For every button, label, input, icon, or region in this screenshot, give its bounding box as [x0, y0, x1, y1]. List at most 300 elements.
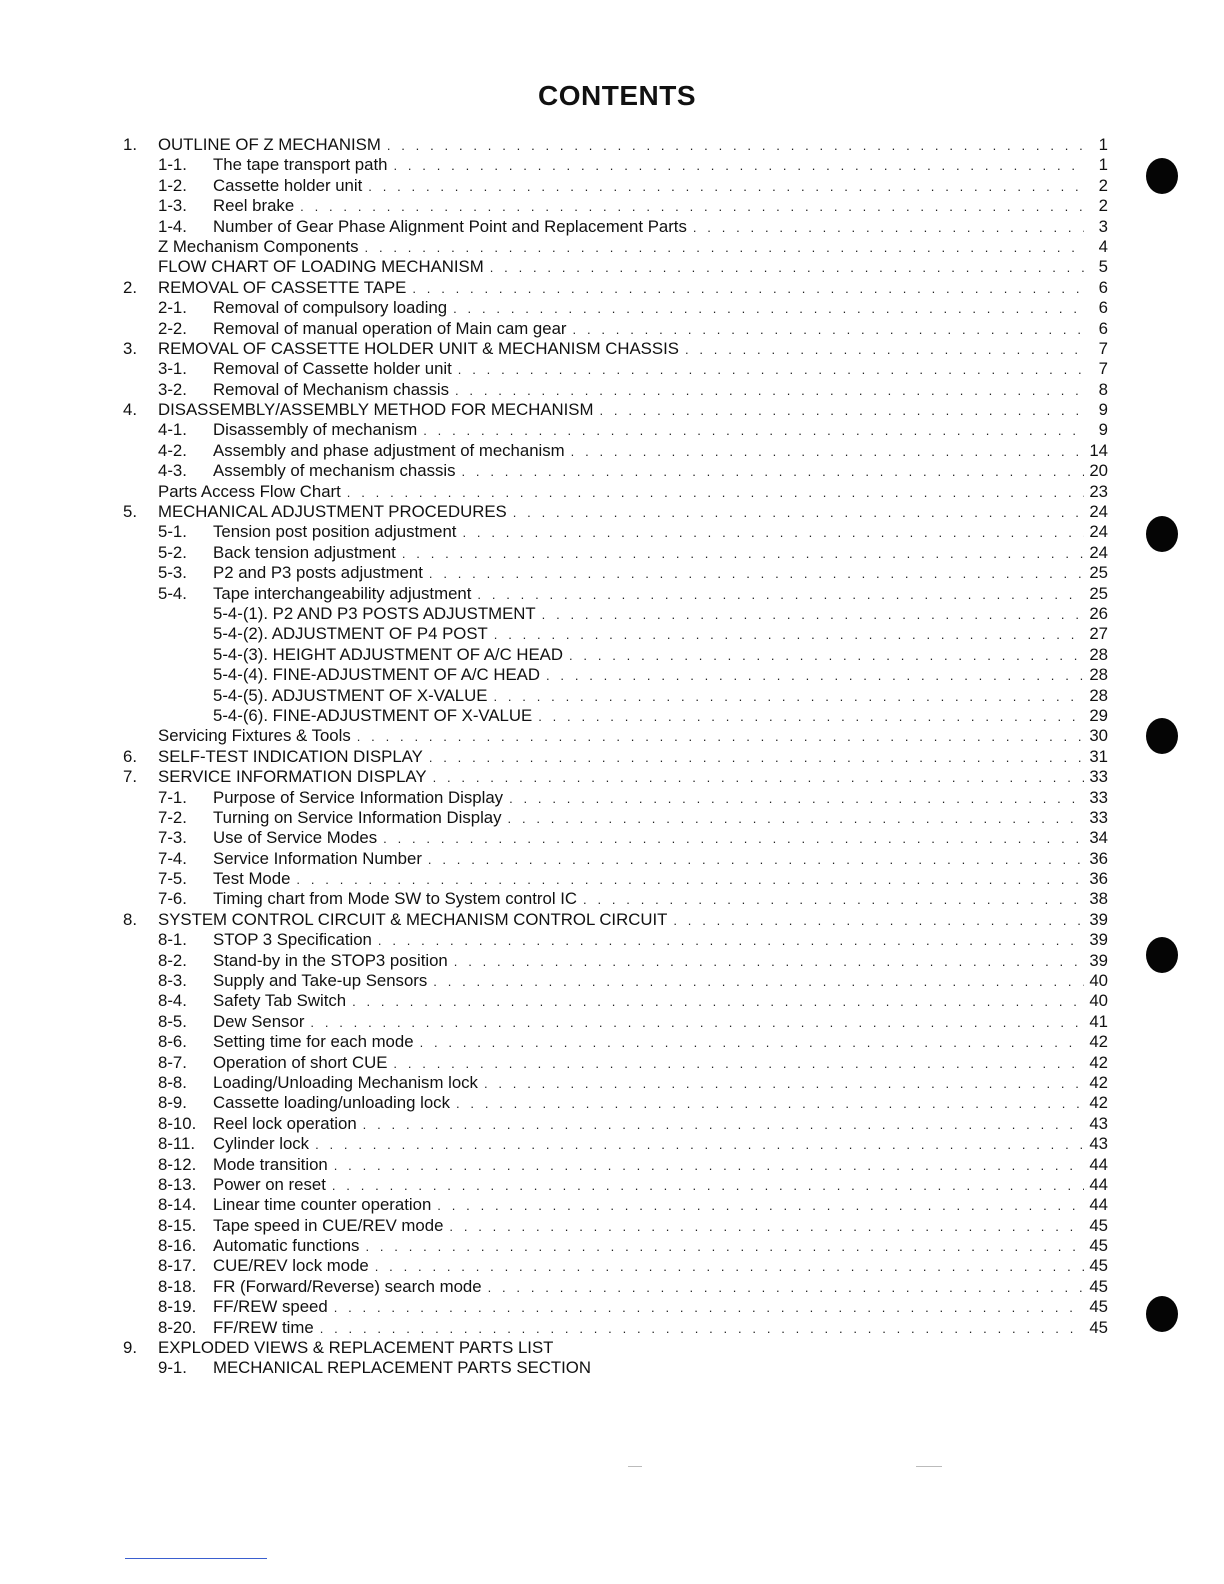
toc-entry-title: Supply and Take-up Sensors: [213, 971, 428, 991]
toc-page-number: 24: [1089, 502, 1108, 522]
toc-section-number: 7-1.: [158, 787, 187, 807]
toc-page-number: 41: [1089, 1011, 1108, 1031]
page-title: CONTENTS: [538, 80, 696, 111]
toc-page-number: 36: [1089, 869, 1108, 889]
toc-page-number: 6: [1098, 298, 1108, 318]
toc-page-number: 40: [1089, 971, 1108, 991]
toc-chapter-number: 9.: [123, 1338, 137, 1358]
toc-entry: [0, 1236, 1224, 1256]
toc-entry: [0, 1093, 1224, 1113]
dot-leader: [493, 687, 1084, 707]
toc-page-number: 27: [1089, 624, 1108, 644]
toc-page-number: 39: [1089, 950, 1108, 970]
toc-chapter-number: 8.: [123, 909, 137, 929]
dot-leader: [449, 1217, 1084, 1237]
toc-page-number: 36: [1089, 848, 1108, 868]
toc-entry-title: Dew Sensor: [213, 1011, 305, 1031]
toc-entry-title: DISASSEMBLY/ASSEMBLY METHOD FOR MECHANISM: [158, 400, 594, 420]
dot-leader: [538, 707, 1084, 727]
dot-leader: [477, 585, 1084, 605]
toc-entry: [0, 1073, 1224, 1093]
dot-leader: [484, 1074, 1084, 1094]
toc-section-number: 8-6.: [158, 1032, 187, 1052]
toc-page-number: 28: [1089, 644, 1108, 664]
binder-hole-icon: [1146, 937, 1178, 973]
dot-leader: [513, 503, 1084, 523]
toc-page-number: 45: [1089, 1256, 1108, 1276]
toc-entry: [0, 339, 1224, 359]
toc-entry: [0, 706, 1224, 726]
toc-entry-title: STOP 3 Specification: [213, 930, 372, 950]
toc-entry-title: Timing chart from Mode SW to System control IC: [213, 889, 578, 909]
dot-leader: [332, 1176, 1084, 1196]
toc-section-number: 1-3.: [158, 196, 187, 216]
toc-page-number: 6: [1098, 277, 1108, 297]
toc-entry-title: Mode transition: [213, 1154, 328, 1174]
toc-entry: [0, 196, 1224, 216]
toc-section-number: 7-2.: [158, 807, 187, 827]
toc-entry-title: Servicing Fixtures & Tools: [158, 726, 351, 746]
toc-entry-title: Service Information Number: [213, 848, 422, 868]
dot-leader: [685, 340, 1084, 360]
toc-entry-title: Tension post position adjustment: [213, 522, 457, 542]
table-of-contents: [0, 135, 1224, 1379]
dot-leader: [673, 911, 1084, 931]
toc-section-number: 8-5.: [158, 1011, 187, 1031]
toc-entry-title: Power on reset: [213, 1174, 326, 1194]
toc-entry-title: Reel brake: [213, 196, 295, 216]
toc-page-number: 24: [1089, 542, 1108, 562]
toc-page-number: 9: [1098, 420, 1108, 440]
toc-page-number: 24: [1089, 522, 1108, 542]
dot-leader: [387, 136, 1084, 156]
dot-leader: [300, 197, 1084, 217]
toc-entry-title: Removal of Mechanism chassis: [213, 379, 449, 399]
toc-entry-title: CUE/REV lock mode: [213, 1256, 369, 1276]
dot-leader: [462, 523, 1084, 543]
toc-entry: [0, 502, 1224, 522]
toc-entry: [0, 930, 1224, 950]
toc-section-number: 8-15.: [158, 1215, 197, 1235]
toc-entry: [0, 1318, 1224, 1338]
dot-leader: [296, 870, 1084, 890]
toc-section-number: 8-1.: [158, 930, 187, 950]
toc-section-number: 3-2.: [158, 379, 187, 399]
toc-page-number: 38: [1089, 889, 1108, 909]
toc-entry: [0, 1216, 1224, 1236]
toc-entry-title: Use of Service Modes: [213, 828, 378, 848]
toc-section-number: 8-17.: [158, 1256, 197, 1276]
dot-leader: [542, 605, 1084, 625]
toc-page-number: 1: [1098, 135, 1108, 154]
toc-entry-title: REMOVAL OF CASSETTE TAPE: [158, 277, 407, 297]
toc-entry-title: Z Mechanism Components: [158, 236, 359, 256]
toc-entry: [0, 971, 1224, 991]
dot-leader: [420, 1033, 1084, 1053]
toc-entry: [0, 441, 1224, 461]
toc-entry-title: 5-4-(2). ADJUSTMENT OF P4 POST: [213, 624, 488, 644]
toc-section-number: 4-3.: [158, 461, 187, 481]
toc-entry-title: Loading/Unloading Mechanism lock: [213, 1072, 478, 1092]
dot-leader: [423, 421, 1084, 441]
toc-page-number: 43: [1089, 1113, 1108, 1133]
dot-leader: [433, 768, 1084, 788]
toc-entry-title: Turning on Service Information Display: [213, 807, 502, 827]
toc-entry-title: The tape transport path: [213, 155, 388, 175]
toc-entry: [0, 543, 1224, 563]
toc-entry-title: Assembly of mechanism chassis: [213, 461, 456, 481]
toc-section-number: 7-4.: [158, 848, 187, 868]
toc-entry: [0, 176, 1224, 196]
toc-entry-title: Removal of manual operation of Main cam gear: [213, 318, 567, 338]
toc-section-number: 4-2.: [158, 440, 187, 460]
toc-entry-title: REMOVAL OF CASSETTE HOLDER UNIT & MECHANISM CHASSIS: [158, 338, 679, 358]
dot-leader: [428, 850, 1084, 870]
toc-entry-title: Back tension adjustment: [213, 542, 396, 562]
dot-leader: [402, 544, 1084, 564]
toc-chapter-number: 4.: [123, 400, 137, 420]
toc-entry: [0, 135, 1224, 155]
toc-page-number: 31: [1089, 746, 1108, 766]
toc-page-number: 44: [1089, 1154, 1108, 1174]
toc-page-number: 39: [1089, 930, 1108, 950]
toc-page-number: 42: [1089, 1052, 1108, 1072]
toc-page-number: 40: [1089, 991, 1108, 1011]
toc-entry: [0, 828, 1224, 848]
toc-entry-title: 5-4-(1). P2 AND P3 POSTS ADJUSTMENT: [213, 603, 536, 623]
toc-section-number: 3-1.: [158, 359, 187, 379]
toc-entry: [0, 1277, 1224, 1297]
toc-entry-title: Disassembly of mechanism: [213, 420, 418, 440]
toc-section-number: 8-9.: [158, 1093, 187, 1113]
toc-entry: [0, 482, 1224, 502]
toc-entry-title: Assembly and phase adjustment of mechanism: [213, 440, 565, 460]
toc-page-number: 39: [1089, 909, 1108, 929]
toc-section-number: 7-6.: [158, 889, 187, 909]
dot-leader: [375, 1257, 1084, 1277]
toc-section-number: 4-1.: [158, 420, 187, 440]
toc-entry: [0, 1053, 1224, 1073]
toc-entry-title: Automatic functions: [213, 1236, 360, 1256]
dot-leader: [383, 829, 1084, 849]
toc-page-number: 43: [1089, 1134, 1108, 1154]
dot-leader: [494, 625, 1084, 645]
toc-section-number: 8-3.: [158, 971, 187, 991]
toc-entry: [0, 1256, 1224, 1276]
toc-entry-title: Parts Access Flow Chart: [158, 481, 341, 501]
toc-entry: [0, 1175, 1224, 1195]
toc-entry: [0, 563, 1224, 583]
dot-leader: [583, 890, 1084, 910]
toc-entry-title: MECHANICAL ADJUSTMENT PROCEDURES: [158, 502, 507, 522]
binder-hole-icon: [1146, 516, 1178, 552]
toc-page-number: 44: [1089, 1174, 1108, 1194]
toc-chapter-number: 1.: [123, 135, 137, 154]
toc-page-number: 29: [1089, 705, 1108, 725]
toc-page-number: 26: [1089, 603, 1108, 623]
dot-leader: [352, 992, 1084, 1012]
toc-entry: [0, 910, 1224, 930]
toc-page-number: 14: [1089, 440, 1108, 460]
toc-entry: [0, 461, 1224, 481]
toc-entry: [0, 522, 1224, 542]
toc-entry-title: 5-4-(4). FINE-ADJUSTMENT OF A/C HEAD: [213, 665, 540, 685]
toc-entry-title: Cassette holder unit: [213, 175, 363, 195]
dot-leader: [508, 809, 1084, 829]
toc-entry-title: Tape interchangeability adjustment: [213, 583, 472, 603]
toc-page-number: 25: [1089, 583, 1108, 603]
toc-page-number: 33: [1089, 807, 1108, 827]
toc-section-number: 8-19.: [158, 1297, 197, 1317]
scan-speck: [916, 1466, 942, 1467]
toc-page-number: 23: [1089, 481, 1108, 501]
toc-section-number: 8-10.: [158, 1113, 197, 1133]
toc-entry-title: MECHANICAL REPLACEMENT PARTS SECTION: [213, 1358, 591, 1378]
toc-entry: [0, 420, 1224, 440]
toc-entry: [0, 584, 1224, 604]
toc-entry-title: Tape speed in CUE/REV mode: [213, 1215, 444, 1235]
toc-entry-title: Cassette loading/unloading lock: [213, 1093, 450, 1113]
toc-entry-title: SYSTEM CONTROL CIRCUIT & MECHANISM CONTROL CIRCUIT: [158, 909, 668, 929]
toc-entry-title: Reel lock operation: [213, 1113, 357, 1133]
toc-entry-title: Cylinder lock: [213, 1134, 310, 1154]
toc-page-number: 6: [1098, 318, 1108, 338]
dot-leader: [455, 381, 1084, 401]
dot-leader: [458, 360, 1084, 380]
toc-entry: [0, 1297, 1224, 1317]
toc-entry: [0, 869, 1224, 889]
binder-hole-icon: [1146, 158, 1178, 194]
toc-entry: [0, 604, 1224, 624]
toc-entry-title: Number of Gear Phase Alignment Point and Replacement Parts: [213, 216, 687, 236]
toc-page-number: 42: [1089, 1093, 1108, 1113]
toc-entry: [0, 319, 1224, 339]
toc-page-number: 28: [1089, 685, 1108, 705]
toc-page-number: 33: [1089, 787, 1108, 807]
dot-leader: [573, 320, 1084, 340]
toc-page-number: 45: [1089, 1236, 1108, 1256]
toc-section-number: 2-2.: [158, 318, 187, 338]
toc-entry-title: Purpose of Service Information Display: [213, 787, 504, 807]
dot-leader: [347, 483, 1084, 503]
toc-section-number: 7-5.: [158, 869, 187, 889]
dot-leader: [378, 931, 1084, 951]
dot-leader: [437, 1196, 1084, 1216]
toc-entry-title: Test Mode: [213, 869, 291, 889]
toc-entry: [0, 298, 1224, 318]
dot-leader: [412, 279, 1084, 299]
toc-section-number: 8-4.: [158, 991, 187, 1011]
dot-leader: [599, 401, 1084, 421]
toc-entry: [0, 808, 1224, 828]
toc-section-number: 1-2.: [158, 175, 187, 195]
toc-page-number: 20: [1089, 461, 1108, 481]
toc-entry-title: 5-4-(6). FINE-ADJUSTMENT OF X-VALUE: [213, 705, 533, 725]
toc-section-number: 7-3.: [158, 828, 187, 848]
toc-page-number: 45: [1089, 1215, 1108, 1235]
toc-entry-title: Linear time counter operation: [213, 1195, 432, 1215]
toc-entry: [0, 1012, 1224, 1032]
dot-leader: [320, 1319, 1084, 1339]
toc-chapter-number: 5.: [123, 502, 137, 522]
toc-entry-title: SELF-TEST INDICATION DISPLAY: [158, 746, 423, 766]
toc-page-number: 25: [1089, 563, 1108, 583]
toc-page-number: 2: [1098, 175, 1108, 195]
toc-entry: [0, 278, 1224, 298]
toc-entry: [0, 1195, 1224, 1215]
toc-section-number: 8-16.: [158, 1236, 197, 1256]
toc-entry-title: FF/REW speed: [213, 1297, 328, 1317]
toc-section-number: 5-4.: [158, 583, 187, 603]
dot-leader: [454, 952, 1084, 972]
toc-entry: [0, 237, 1224, 257]
dot-leader: [461, 462, 1084, 482]
toc-section-number: 8-12.: [158, 1154, 197, 1174]
toc-section-number: 8-8.: [158, 1072, 187, 1092]
toc-entry-title: Removal of Cassette holder unit: [213, 359, 452, 379]
toc-entry: [0, 665, 1224, 685]
toc-entry: [0, 1134, 1224, 1154]
dot-leader: [546, 666, 1084, 686]
toc-page-number: 28: [1089, 665, 1108, 685]
toc-entry: [0, 400, 1224, 420]
toc-section-number: 5-1.: [158, 522, 187, 542]
toc-entry: [0, 849, 1224, 869]
toc-entry: [0, 1114, 1224, 1134]
toc-entry: [0, 951, 1224, 971]
toc-chapter-number: 6.: [123, 746, 137, 766]
toc-page-number: 33: [1089, 767, 1108, 787]
dot-leader: [393, 156, 1084, 176]
toc-page-number: 34: [1089, 828, 1108, 848]
toc-entry: [0, 889, 1224, 909]
toc-entry: [0, 645, 1224, 665]
toc-page-number: 1: [1098, 155, 1108, 175]
dot-leader: [433, 972, 1084, 992]
toc-section-number: 8-7.: [158, 1052, 187, 1072]
toc-entry: [0, 1155, 1224, 1175]
toc-section-number: 9-1.: [158, 1358, 187, 1378]
toc-page-number: 4: [1098, 236, 1108, 256]
toc-page-number: 3: [1098, 216, 1108, 236]
dot-leader: [569, 646, 1084, 666]
dot-leader: [363, 1115, 1084, 1135]
dot-leader: [334, 1298, 1084, 1318]
dot-leader: [334, 1156, 1084, 1176]
footer-rule: [125, 1558, 267, 1559]
toc-entry: [0, 1032, 1224, 1052]
toc-chapter-number: 2.: [123, 277, 137, 297]
toc-page-number: 9: [1098, 400, 1108, 420]
dot-leader: [571, 442, 1084, 462]
toc-entry: [0, 1338, 1224, 1358]
dot-leader: [429, 748, 1084, 768]
toc-entry: [0, 217, 1224, 237]
toc-entry: [0, 359, 1224, 379]
dot-leader: [365, 1237, 1084, 1257]
toc-section-number: 8-14.: [158, 1195, 197, 1215]
toc-page-number: 44: [1089, 1195, 1108, 1215]
toc-entry-title: OUTLINE OF Z MECHANISM: [158, 135, 381, 154]
toc-entry: [0, 686, 1224, 706]
dot-leader: [693, 218, 1084, 238]
toc-chapter-number: 3.: [123, 338, 137, 358]
toc-entry-title: P2 and P3 posts adjustment: [213, 563, 423, 583]
toc-entry: [0, 726, 1224, 746]
dot-leader: [453, 299, 1084, 319]
binder-hole-icon: [1146, 718, 1178, 754]
toc-entry-title: SERVICE INFORMATION DISPLAY: [158, 767, 427, 787]
dot-leader: [315, 1135, 1084, 1155]
dot-leader: [357, 727, 1084, 747]
toc-entry-title: Setting time for each mode: [213, 1032, 414, 1052]
toc-page-number: 42: [1089, 1032, 1108, 1052]
toc-page-number: 42: [1089, 1072, 1108, 1092]
toc-entry: [0, 1358, 1224, 1378]
toc-section-number: 8-13.: [158, 1174, 197, 1194]
toc-entry: [0, 991, 1224, 1011]
toc-page-number: 7: [1098, 338, 1108, 358]
toc-section-number: 8-2.: [158, 950, 187, 970]
toc-section-number: 8-11.: [158, 1134, 196, 1154]
dot-leader: [429, 564, 1084, 584]
toc-section-number: 2-1.: [158, 298, 187, 318]
toc-section-number: 1-1.: [158, 155, 187, 175]
toc-page-number: 7: [1098, 359, 1108, 379]
toc-section-number: 5-2.: [158, 542, 187, 562]
toc-section-number: 8-18.: [158, 1276, 197, 1296]
toc-entry-title: Operation of short CUE: [213, 1052, 388, 1072]
toc-entry: [0, 624, 1224, 644]
dot-leader: [368, 177, 1084, 197]
dot-leader: [456, 1094, 1084, 1114]
toc-page-number: 5: [1098, 257, 1108, 277]
toc-entry-title: FLOW CHART OF LOADING MECHANISM: [158, 257, 484, 277]
toc-entry: [0, 155, 1224, 175]
toc-entry: [0, 788, 1224, 808]
toc-section-number: 8-20.: [158, 1317, 197, 1337]
dot-leader: [488, 1278, 1084, 1298]
dot-leader: [509, 789, 1084, 809]
toc-entry: [0, 257, 1224, 277]
toc-entry: [0, 747, 1224, 767]
toc-entry-title: EXPLODED VIEWS & REPLACEMENT PARTS LIST: [158, 1338, 554, 1358]
dot-leader: [393, 1054, 1084, 1074]
toc-entry-title: 5-4-(5). ADJUSTMENT OF X-VALUE: [213, 685, 488, 705]
toc-entry-title: Stand-by in the STOP3 position: [213, 950, 448, 970]
dot-leader: [365, 238, 1084, 258]
toc-page-number: 45: [1089, 1276, 1108, 1296]
dot-leader: [310, 1013, 1084, 1033]
dot-leader: [490, 258, 1084, 278]
toc-section-number: 5-3.: [158, 563, 187, 583]
toc-page-number: 30: [1089, 726, 1108, 746]
toc-page-number: 8: [1098, 379, 1108, 399]
toc-entry-title: Removal of compulsory loading: [213, 298, 448, 318]
toc-entry: [0, 767, 1224, 787]
toc-entry-title: Safety Tab Switch: [213, 991, 347, 1011]
toc-chapter-number: 7.: [123, 767, 137, 787]
toc-entry: [0, 380, 1224, 400]
toc-entry-title: FR (Forward/Reverse) search mode: [213, 1276, 482, 1296]
toc-entry-title: 5-4-(3). HEIGHT ADJUSTMENT OF A/C HEAD: [213, 644, 563, 664]
toc-entry-title: FF/REW time: [213, 1317, 314, 1337]
binder-hole-icon: [1146, 1296, 1178, 1332]
toc-page-number: 2: [1098, 196, 1108, 216]
scan-speck: [628, 1466, 642, 1467]
toc-section-number: 1-4.: [158, 216, 187, 236]
toc-page-number: 45: [1089, 1297, 1108, 1317]
